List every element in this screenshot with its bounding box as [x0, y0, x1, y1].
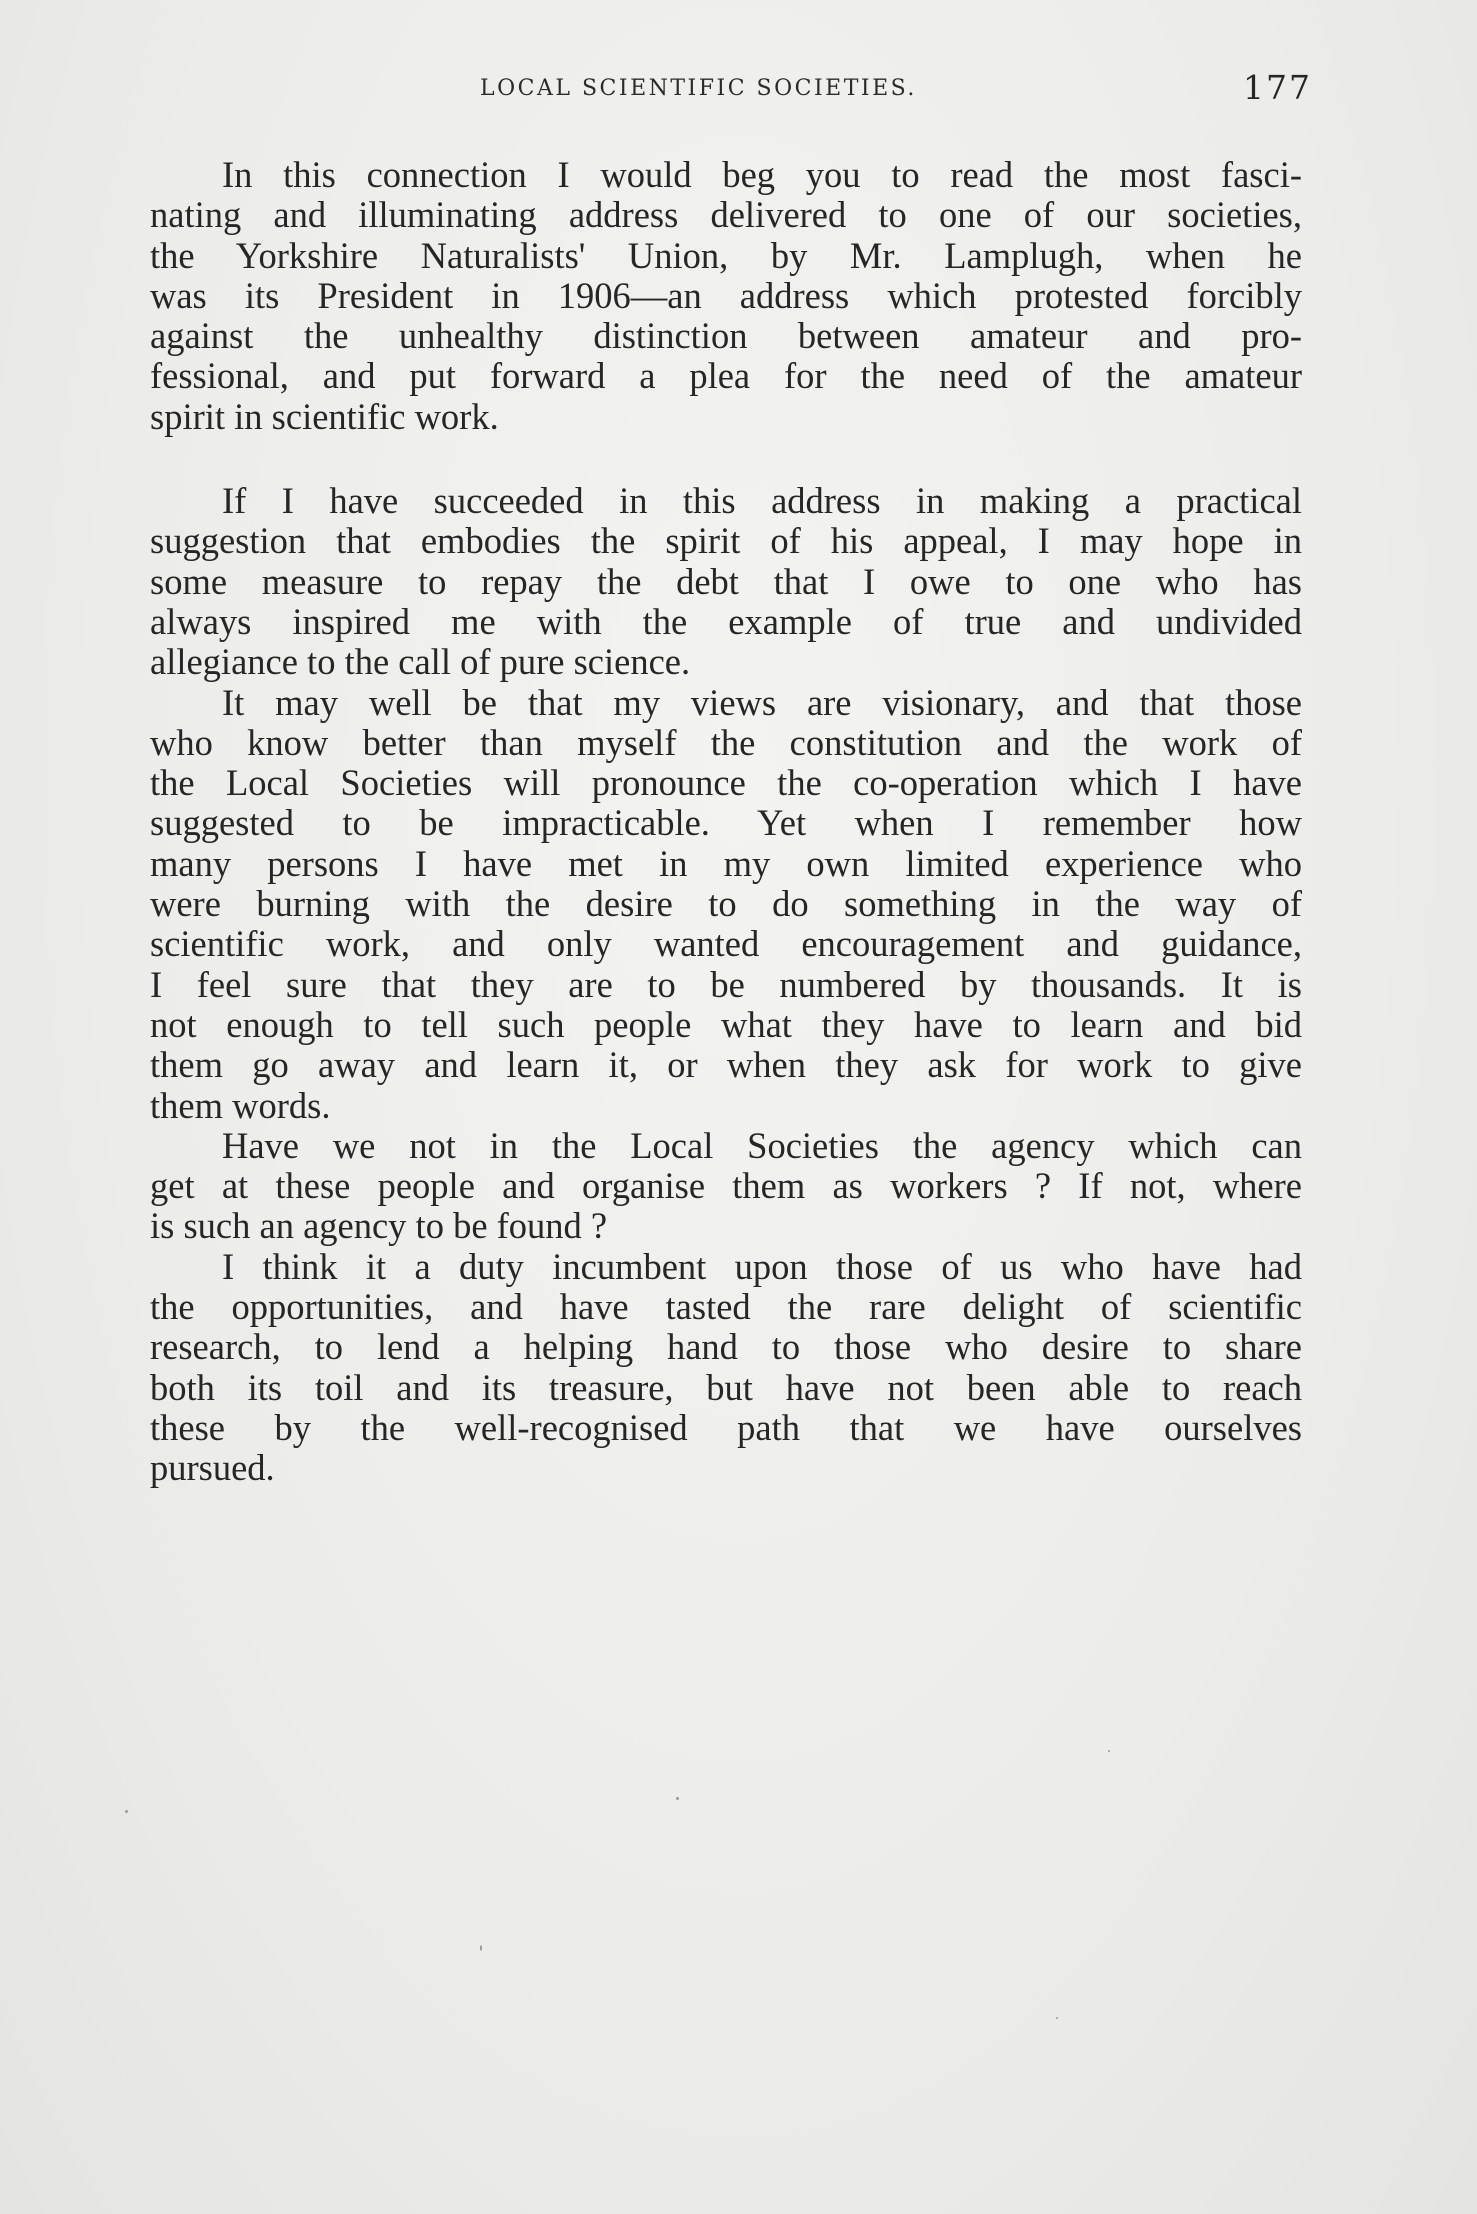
- text-line: scientific work, and only wanted encouragement and guidance,: [150, 924, 1302, 965]
- text-line: research, to lend a helping hand to those who desire to share: [150, 1327, 1302, 1368]
- text-line: these by the well-recognised path that we have ourselves: [150, 1407, 1302, 1448]
- text-line: not enough to tell such people what they have to learn and bid: [150, 1004, 1302, 1045]
- text-line: spirit in scientific work.: [150, 396, 499, 437]
- paper-speck: [1056, 2017, 1058, 2019]
- text-line: I think it a duty incumbent upon those of us who have had: [222, 1246, 1302, 1287]
- text-line: Have we not in the Local Societies the agency which can: [222, 1125, 1302, 1166]
- paper-speck: [1108, 1750, 1110, 1752]
- paper-speck: [480, 1945, 482, 1951]
- text-line: them words.: [150, 1085, 331, 1126]
- text-line: the Local Societies will pronounce the co-operation which I have: [150, 763, 1302, 804]
- text-line: some measure to repay the debt that I owe to one who has: [150, 561, 1302, 602]
- text-line: the opportunities, and have tasted the rare delight of scientific: [150, 1287, 1302, 1328]
- body-text: [150, 155, 1302, 1489]
- text-line: pursued.: [150, 1448, 275, 1489]
- text-line: It may well be that my views are visionary, and that those: [222, 682, 1302, 723]
- text-line: suggestion that embodies the spirit of his appeal, I may hope in: [150, 521, 1302, 562]
- paragraph: [150, 1247, 1302, 1489]
- text-line: suggested to be impracticable. Yet when I remember how: [150, 803, 1302, 844]
- paragraph: [150, 155, 1302, 437]
- text-line: fessional, and put forward a plea for the need of the amateur: [150, 356, 1302, 397]
- text-line: both its toil and its treasure, but have not been able to reach: [150, 1367, 1302, 1408]
- running-head: LOCAL SCIENTIFIC SOCIETIES.: [480, 76, 917, 101]
- page-number: 177: [1243, 68, 1312, 107]
- text-line: If I have succeeded in this address in making a practical: [222, 481, 1302, 522]
- text-line: allegiance to the call of pure science.: [150, 642, 691, 683]
- text-line: many persons I have met in my own limited experience who: [150, 843, 1302, 884]
- paper-speck: [676, 1797, 679, 1800]
- text-line: In this connection I would beg you to read the most fasci-: [222, 155, 1302, 195]
- paragraph-gap: [150, 437, 1302, 481]
- page-header: [150, 68, 1312, 118]
- text-line: is such an agency to be found ?: [150, 1206, 608, 1247]
- paper-speck: [125, 1810, 128, 1813]
- text-line: were burning with the desire to do something in the way of: [150, 884, 1302, 925]
- text-line: always inspired me with the example of true and undivided: [150, 601, 1302, 642]
- text-line: them go away and learn it, or when they ask for work to give: [150, 1045, 1302, 1086]
- text-line: against the unhealthy distinction between amateur and pro-: [150, 316, 1302, 357]
- text-line: the Yorkshire Naturalists' Union, by Mr. Lamplugh, when he: [150, 235, 1302, 276]
- paragraph: [150, 683, 1302, 1126]
- text-line: nating and illuminating address delivered to one of our societies,: [150, 195, 1302, 236]
- paragraph: [150, 1126, 1302, 1247]
- text-line: I feel sure that they are to be numbered by thousands. It is: [150, 964, 1302, 1005]
- text-line: was its President in 1906—an address which protested forcibly: [150, 275, 1302, 316]
- text-line: who know better than myself the constitution and the work of: [150, 722, 1302, 763]
- text-line: get at these people and organise them as workers ? If not, where: [150, 1166, 1302, 1207]
- paragraph: [150, 481, 1302, 682]
